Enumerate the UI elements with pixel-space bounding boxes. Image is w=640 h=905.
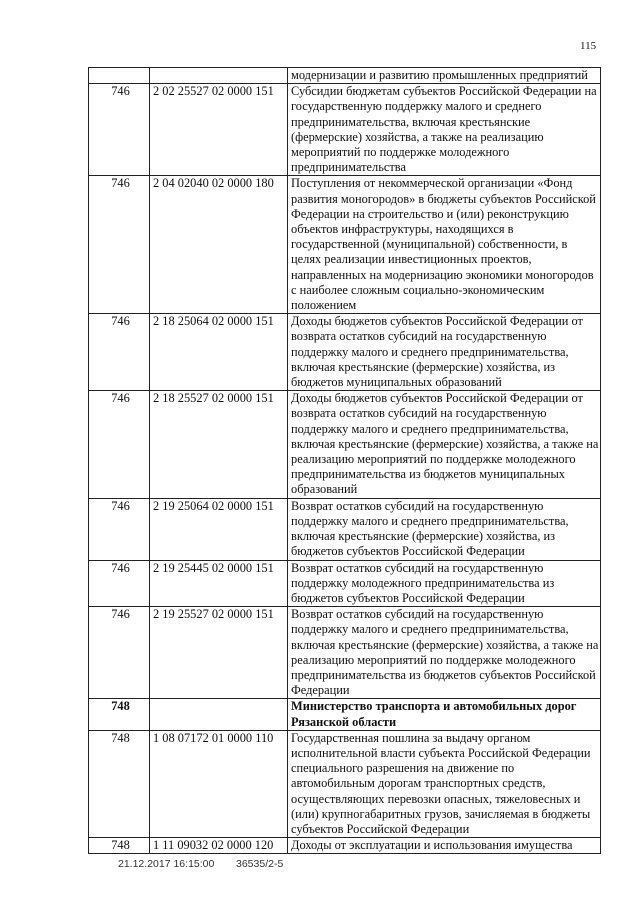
admin-code-cell: 746 — [89, 391, 150, 498]
description-cell: Поступления от некоммерческой организации «Фонд развития моногородов» в бюджеты субъектов Российской Федерации на строительство и (или) реконструкцию объектов инфраструктуры, находящихся в государственной (муниципальной) собственности, в целях реализации инвестиционных проектов, направленных на модернизацию экономики моногородов с наиболее сложным социально-экономическим положением — [288, 176, 601, 314]
budget-code-cell: 2 02 25527 02 0000 151 — [150, 84, 288, 176]
description-cell: Доходы бюджетов субъектов Российской Федерации от возврата остатков субсидий на государственную поддержку малого и среднего предпринимательства, включая крестьянские (фермерские) хозяйства, из бюджетов муниципальных образований — [288, 314, 601, 391]
table-body — [89, 68, 601, 854]
table-row — [89, 314, 601, 391]
page-number: 115 — [580, 40, 597, 52]
table-row — [89, 68, 601, 84]
budget-code-cell: 1 11 09032 02 0000 120 — [150, 838, 288, 854]
table-row — [89, 838, 601, 854]
description-cell: Возврат остатков субсидий на государственную поддержку малого и среднего предпринимательства, включая крестьянские (фермерские) хозяйства, а также на реализацию мероприятий по поддержке молодежного предпринимательства из бюджетов субъектов Российской Федерации — [288, 607, 601, 699]
budget-code-cell: 2 19 25527 02 0000 151 — [150, 607, 288, 699]
budget-code-cell: 2 04 02040 02 0000 180 — [150, 176, 288, 314]
description-cell: Доходы от эксплуатации и использования имущества — [288, 838, 601, 854]
table-row — [89, 391, 601, 498]
table-row — [89, 84, 601, 176]
budget-code-cell: 2 18 25064 02 0000 151 — [150, 314, 288, 391]
footer-document-id: 36535/2-5 — [236, 858, 284, 870]
description-cell: Субсидии бюджетам субъектов Российской Федерации на государственную поддержку малого и среднего предпринимательства, включая крестьянские (фермерские) хозяйства, а также на реализацию мероприятий по поддержке молодежного предпринимательства — [288, 84, 601, 176]
table-row — [89, 730, 601, 837]
revenue-codes-table — [88, 67, 601, 854]
admin-code-cell — [89, 68, 150, 84]
admin-code-cell: 746 — [89, 607, 150, 699]
budget-code-cell: 2 19 25445 02 0000 151 — [150, 560, 288, 607]
admin-code-cell: 748 — [89, 730, 150, 837]
description-cell: Возврат остатков субсидий на государственную поддержку малого и среднего предпринимательства, включая крестьянские (фермерские) хозяйства, из бюджетов субъектов Российской Федерации — [288, 498, 601, 560]
budget-code-cell — [150, 68, 288, 84]
admin-code-cell: 746 — [89, 498, 150, 560]
table-row — [89, 607, 601, 699]
admin-code-cell: 746 — [89, 84, 150, 176]
admin-code-cell: 746 — [89, 176, 150, 314]
section-title-cell: Министерство транспорта и автомобильных дорог Рязанской области — [288, 699, 601, 730]
description-cell: модернизации и развитию промышленных предприятий — [288, 68, 601, 84]
admin-code-cell: 746 — [89, 560, 150, 607]
admin-code-cell: 746 — [89, 314, 150, 391]
admin-code-cell: 748 — [89, 838, 150, 854]
budget-code-cell — [150, 699, 288, 730]
budget-code-cell: 1 08 07172 01 0000 110 — [150, 730, 288, 837]
description-cell: Доходы бюджетов субъектов Российской Федерации от возврата остатков субсидий на государственную поддержку малого и среднего предпринимательства, включая крестьянские (фермерские) хозяйства, а также на реализацию мероприятий по поддержке молодежного предпринимательства из бюджетов муниципальных образований — [288, 391, 601, 498]
description-cell: Возврат остатков субсидий на государственную поддержку молодежного предпринимательства из бюджетов субъектов Российской Федерации — [288, 560, 601, 607]
description-cell: Государственная пошлина за выдачу органом исполнительной власти субъекта Российской Федерации специального разрешения на движение по автомобильным дорогам транспортных средств, осуществляющих перевозки опасных, тяжеловесных и (или) крупногабаритных грузов, зачисляемая в бюджеты субъектов Российской Федерации — [288, 730, 601, 837]
table-row — [89, 498, 601, 560]
budget-code-cell: 2 18 25527 02 0000 151 — [150, 391, 288, 498]
budget-code-cell: 2 19 25064 02 0000 151 — [150, 498, 288, 560]
admin-code-cell: 748 — [89, 699, 150, 730]
footer-datetime: 21.12.2017 16:15:00 — [118, 858, 215, 870]
table-row — [89, 560, 601, 607]
table-row — [89, 176, 601, 314]
table-row-section-header — [89, 699, 601, 730]
